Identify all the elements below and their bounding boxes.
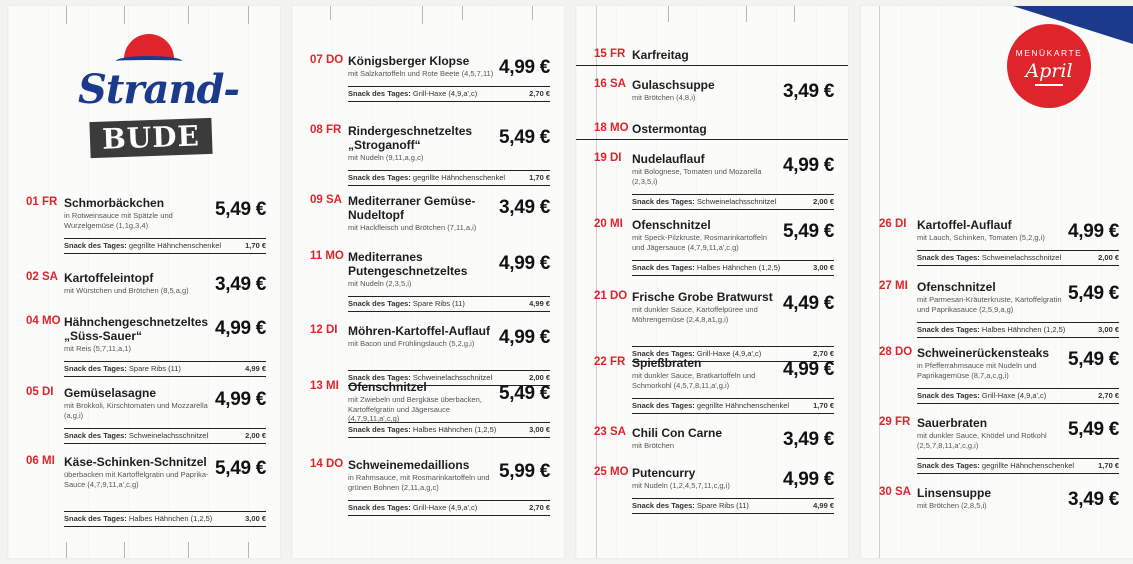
dish-title: Rindergeschnetzeltes „Stroganoff“ [348,124,473,152]
day-label: 20 MI [594,218,623,230]
dish-description: mit Brötchen [632,441,675,450]
menu-panel-3 [576,6,848,558]
snack-name: gegrillte Hähnchenschenkel [696,401,790,410]
snack-price: 1,70 € [245,241,266,250]
snack-price: 2,00 € [1098,253,1119,262]
snack-label: Snack des Tages: [64,364,127,373]
snack-label: Snack des Tages: [632,263,695,272]
snack-price: 4,99 € [529,299,550,308]
snack-label: Snack des Tages: [64,241,127,250]
dish-title: Gulaschsuppe [632,78,715,92]
day-label: 21 DO [594,290,628,302]
snack-of-the-day [917,388,1119,404]
dish-title: Ofenschnitzel [917,280,996,294]
dish-title: Gemüselasagne [64,386,157,400]
dish-description: mit Zwiebeln und Bergkäse überbacken, Kartoffelgratin und Jägersauce (4,7,9,11,a',c,g) [348,395,482,423]
dish-description: mit Reis (5,7,11,a,1) [64,344,131,353]
day-label: 01 FR [26,196,58,208]
snack-of-the-day [348,422,550,438]
dish-price: 3,49 € [498,197,550,218]
day-label: 08 FR [310,124,342,136]
snack-of-the-day [348,170,550,186]
snack-label: Snack des Tages: [64,514,127,523]
dish-name [917,218,1063,243]
badge-month: April [1025,60,1073,82]
dish-title: Hähnchengeschnetzeltes „Süss-Sauer“ [64,315,209,343]
day-label: 05 DI [26,386,54,398]
dish-description: mit Lauch, Schinken, Tomaten (5,2,g,i) [917,233,1045,242]
snack-name: gegrillte Hähnchenschenkel [412,173,506,182]
day-label: 12 DI [310,324,338,336]
dish-title: Chili Con Carne [632,426,723,440]
snack-of-the-day [632,398,834,414]
snack-price: 2,70 € [529,89,550,98]
dish-price: 4,99 € [214,389,266,410]
dish-title: Linsensuppe [917,486,992,500]
dish-description: mit Nudeln (9,11,a,g,c) [348,153,424,162]
dish-description: mit dunkler Sauce, Kartoffelpüree und Möhrengemüse (2,4,8,a1,g,i) [632,305,758,324]
snack-label: Snack des Tages: [348,503,411,512]
snack-label: Snack des Tages: [632,501,695,510]
dish-price: 4,99 € [498,253,550,274]
day-label: 07 DO [310,54,344,66]
snack-of-the-day [632,498,834,514]
day-label: 30 SA [879,486,911,498]
dish-price: 4,99 € [782,469,834,490]
logo-text-strand: Strand- [78,66,240,113]
dish-description: in Rahmsauce, mit Rosmarinkartoffeln und grünen Bohnen (2,11,a,g,c) [348,473,490,492]
snack-name: Grill-Haxe (4,9,a',c) [412,503,478,512]
dish-price: 4,49 € [782,293,834,314]
snack-of-the-day [64,238,266,254]
day-label: 06 MI [26,455,55,467]
snack-of-the-day [632,194,834,210]
snack-name: Schweinelachsschnitzel [412,373,493,382]
day-label: 25 MO [594,466,629,478]
day-label: 23 SA [594,426,626,438]
snack-name: Halbes Hähnchen (1,2,5) [412,425,497,434]
dish-title: Kartoffeleintopf [64,271,154,285]
snack-name: Grill-Haxe (4,9,a',c) [981,391,1047,400]
dish-description: mit Bacon und Frühlingslauch (5,2,g,i) [348,339,475,348]
snack-name: gegrillte Hähnchenschenkel [981,461,1075,470]
snack-of-the-day [348,296,550,312]
dish-title: Schweinemedaillions [348,458,470,472]
snack-of-the-day [64,361,266,377]
menu-panel-1 [8,6,280,558]
dish-name [917,346,1063,380]
snack-label: Snack des Tages: [348,89,411,98]
dish-price: 5,49 € [782,221,834,242]
dish-description: mit Bolognese, Tomaten und Mozarella (2,3,5,i) [632,167,762,186]
dish-description: mit Brötchen (4,8,i) [632,93,696,102]
snack-price: 2,70 € [1098,391,1119,400]
dish-name [917,280,1063,314]
snack-label: Snack des Tages: [917,391,980,400]
dish-description: in Rotweinsauce mit Spätzle und Wurzelgemüse (1,1g,3,4) [64,211,173,230]
dish-title: Schweinerückensteaks [917,346,1050,360]
day-label: 22 FR [594,356,626,368]
snack-name: Grill-Haxe (4,9,a',c) [696,349,762,358]
snack-label: Snack des Tages: [348,173,411,182]
dish-description: mit Würstchen und Brötchen (8,5,a,g) [64,286,189,295]
dish-description: mit Salzkartoffeln und Rote Beete (4,5,7,11) [348,69,494,78]
snack-price: 2,70 € [529,503,550,512]
strandbude-logo [70,30,240,170]
snack-price: 4,99 € [813,501,834,510]
dish-price: 4,99 € [782,359,834,380]
dish-description: mit Nudeln (1,2,4,5,7,11,c,g,i) [632,481,730,490]
holiday-row [576,44,848,66]
day-label: 13 MI [310,380,339,392]
dish-price: 3,49 € [782,81,834,102]
menu-panel-2 [292,6,564,558]
snack-label: Snack des Tages: [348,299,411,308]
badge-underline [1035,84,1063,86]
snack-label: Snack des Tages: [917,253,980,262]
snack-of-the-day [64,511,266,527]
dish-name [632,152,778,186]
snack-price: 1,70 € [529,173,550,182]
snack-label: Snack des Tages: [632,401,695,410]
dish-title: Sauerbraten [917,416,988,430]
dish-name [632,426,778,451]
dish-name [64,455,210,489]
snack-of-the-day [917,458,1119,474]
day-label: 16 SA [594,78,626,90]
dish-price: 3,49 € [1067,489,1119,510]
dish-name [632,290,778,324]
snack-price: 2,00 € [813,197,834,206]
dish-title: Königsberger Klopse [348,54,470,68]
dish-title: Putencurry [632,466,696,480]
snack-price: 2,00 € [529,373,550,382]
day-label: 19 DI [594,152,622,164]
dish-title: Mediterraner Gemüse-Nudeltopf [348,194,476,222]
dish-price: 4,99 € [1067,221,1119,242]
snack-price: 4,99 € [245,364,266,373]
dish-name [632,356,778,390]
dish-description: mit dunkler Sauce, Knödel und Rotkohl (2,5,7,8,11,a',c,g,i) [917,431,1047,450]
dish-name [632,78,778,103]
day-label: 15 FR [594,48,626,60]
dish-price: 3,49 € [214,274,266,295]
logo-text-bude: BUDE [89,118,212,158]
dish-name [632,218,778,252]
dish-price: 5,49 € [214,458,266,479]
dish-description: mit Speck-Pilzkruste, Rosmarinkartoffeln und Jägersauce (4,7,9,11,a',c,g) [632,233,767,252]
snack-of-the-day [917,322,1119,338]
snack-label: Snack des Tages: [632,349,695,358]
dish-name [64,271,210,296]
snack-label: Snack des Tages: [348,425,411,434]
dish-title: Möhren-Kartoffel-Auflauf [348,324,490,338]
dish-price: 4,99 € [214,318,266,339]
snack-of-the-day [632,260,834,276]
dish-title: Ofenschnitzel [632,218,711,232]
snack-price: 3,00 € [245,514,266,523]
dish-description: mit Parmesan-Kräuterkruste, Kartoffelgratin und Paprikasauce (2,5,9,a,g) [917,295,1062,314]
dish-price: 4,99 € [498,57,550,78]
dish-title: Ofenschnitzel [348,380,427,394]
dish-name [348,194,494,233]
dish-price: 4,99 € [498,327,550,348]
dish-name [348,458,494,492]
dish-price: 5,49 € [214,199,266,220]
dish-price: 5,49 € [1067,419,1119,440]
dish-name [64,196,210,230]
dish-name [348,124,494,163]
dish-description: mit Nudeln (2,3,5,i) [348,279,412,288]
dish-price: 5,49 € [1067,349,1119,370]
snack-price: 1,70 € [1098,461,1119,470]
dish-name: Ostermontag [632,122,707,136]
snack-name: gegrillte Hähnchenschenkel [128,241,222,250]
snack-price: 3,00 € [529,425,550,434]
dish-price: 5,49 € [498,127,550,148]
snack-name: Spare Ribs (11) [412,299,465,308]
day-label: 26 DI [879,218,907,230]
dish-description: mit Brokkoli, Kirschtomaten und Mozzarella (a,g,i) [64,401,208,420]
snack-label: Snack des Tages: [917,325,980,334]
snack-label: Snack des Tages: [348,373,411,382]
holiday-row [576,118,848,140]
dish-name [64,315,210,354]
wave-icon [116,56,182,66]
snack-price: 1,70 € [813,401,834,410]
day-label: 27 MI [879,280,908,292]
dish-name [64,386,210,420]
day-label: 02 SA [26,271,58,283]
snack-name: Halbes Hähnchen (1,2,5) [981,325,1066,334]
dish-name: Karfreitag [632,48,689,62]
menukarte-badge [1007,24,1091,108]
dish-price: 3,49 € [782,429,834,450]
snack-of-the-day [348,86,550,102]
dish-title: Schmorbäckchen [64,196,165,210]
dish-title: Nudelauflauf [632,152,705,166]
dish-price: 4,99 € [782,155,834,176]
dish-title: Käse-Schinken-Schnitzel [64,455,207,469]
dish-name [348,324,494,349]
snack-name: Halbes Hähnchen (1,2,5) [696,263,781,272]
snack-name: Grill-Haxe (4,9,a',c) [412,89,478,98]
menu-panel-4 [861,6,1133,558]
snack-of-the-day [917,250,1119,266]
dish-description: mit Hackfleisch und Brötchen (7,11,a,i) [348,223,477,232]
snack-label: Snack des Tages: [64,431,127,440]
snack-name: Schweinelachsschnitzel [981,253,1062,262]
dish-name [917,416,1063,450]
day-label: 29 FR [879,416,911,428]
dish-description: mit dunkler Sauce, Bratkartoffeln und Schmorkohl (4,5,7,8,11,a',g,i) [632,371,756,390]
dish-description: überbacken mit Kartoffelgratin und Paprika-Sauce (4,7,9,11,a',c,g) [64,470,209,489]
day-label: 28 DO [879,346,913,358]
snack-of-the-day [348,500,550,516]
snack-label: Snack des Tages: [917,461,980,470]
dish-title: Mediterranes Putengeschnetzeltes [348,250,468,278]
snack-price: 3,00 € [1098,325,1119,334]
day-label: 14 DO [310,458,344,470]
dish-price: 5,49 € [1067,283,1119,304]
snack-price: 2,70 € [813,349,834,358]
badge-title: MENÜKARTE [1015,48,1083,58]
day-label: 09 SA [310,194,342,206]
dish-title: Kartoffel-Auflauf [917,218,1012,232]
dish-name [348,380,494,424]
day-label: 11 MO [310,250,344,262]
dish-title: Spießbraten [632,356,702,370]
snack-name: Halbes Hähnchen (1,2,5) [128,514,213,523]
snack-name: Spare Ribs (11) [128,364,181,373]
dish-name [348,250,494,289]
snack-price: 2,00 € [245,431,266,440]
dish-name [917,486,1063,511]
dish-name [348,54,494,79]
dish-title: Frische Grobe Bratwurst [632,290,773,304]
day-label: 04 MO [26,315,61,327]
snack-label: Snack des Tages: [632,197,695,206]
dish-price: 5,49 € [498,383,550,404]
dish-description: mit Brötchen (2,8,5,i) [917,501,987,510]
snack-name: Spare Ribs (11) [696,501,749,510]
snack-of-the-day [64,428,266,444]
snack-name: Schweinelachsschnitzel [696,197,777,206]
snack-name: Schweinelachsschnitzel [128,431,209,440]
dish-price: 5,99 € [498,461,550,482]
dish-name [632,466,778,491]
day-label: 18 MO [594,122,629,134]
dish-description: in Pfefferrahmsauce mit Nudeln und Paprikagemüse (8,7,a,c,g,i) [917,361,1037,380]
snack-price: 3,00 € [813,263,834,272]
